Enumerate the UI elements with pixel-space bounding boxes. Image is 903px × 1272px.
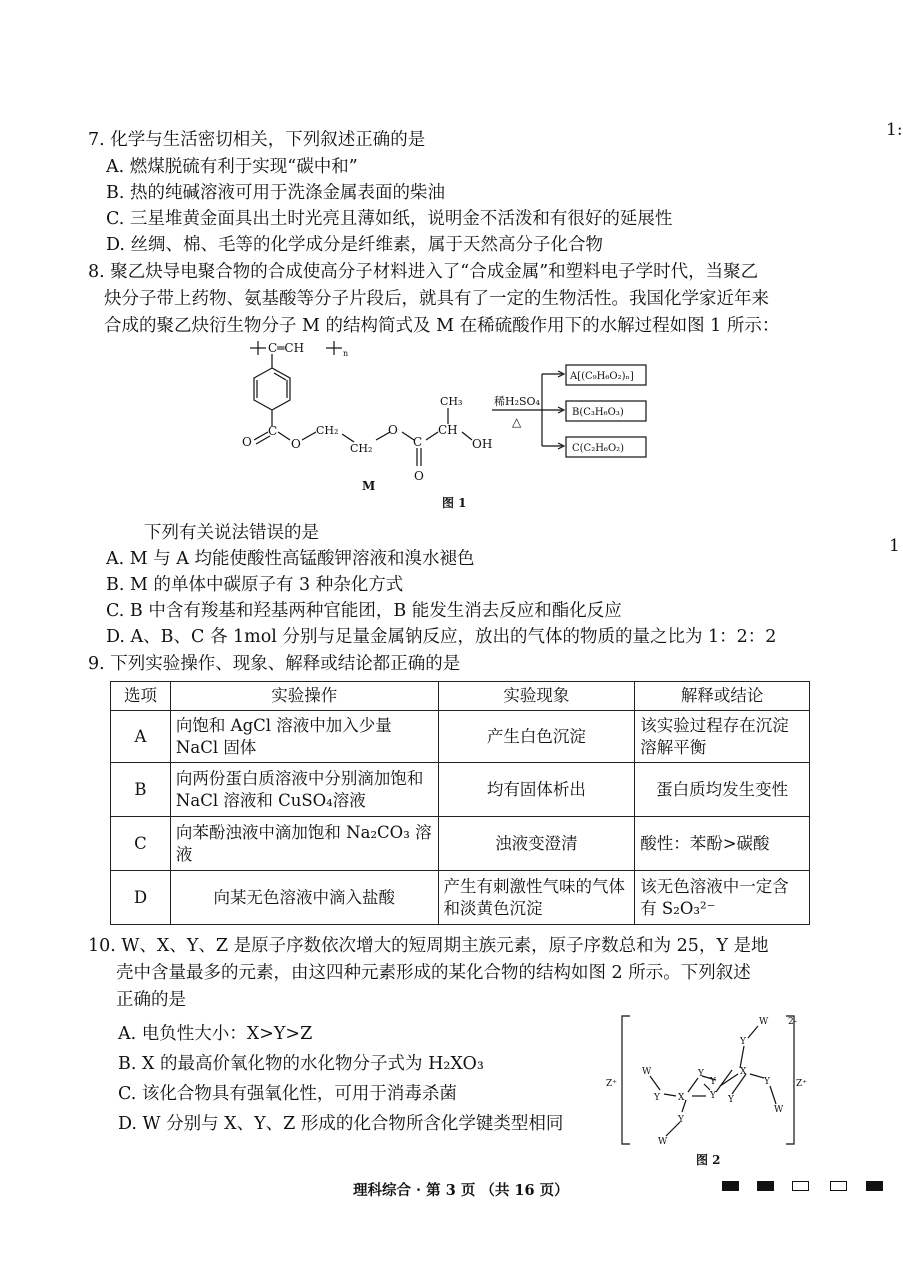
row-option: D: [111, 871, 171, 925]
q10-stem-line-3: 正确的是: [116, 990, 186, 1010]
row-option: A: [111, 711, 171, 763]
row-conclusion: 该无色溶液中一定含有 S₂O₃²⁻: [635, 871, 810, 925]
row-option: C: [111, 817, 171, 871]
fig1-carbonyl-o: O: [242, 435, 252, 449]
row-conclusion: 该实验过程存在沉淀溶解平衡: [635, 711, 810, 763]
fig2-y: Y: [710, 1077, 716, 1087]
fig1-ester-o: O: [291, 437, 301, 451]
row-phenomenon: 均有固体析出: [438, 763, 635, 817]
fig2-w: W: [759, 1017, 769, 1027]
margin-mark-middle: 1: [889, 536, 900, 556]
q9-table: [110, 681, 810, 925]
q8-sub-stem: 下列有关说法错误的是: [144, 523, 319, 543]
q7-option-c: C. 三星堆黄金面具出土时光亮且薄如纸，说明金不活泼和有很好的延展性: [106, 209, 673, 229]
marker-filled-square: [866, 1181, 883, 1191]
q8-option-d: D. A、B、C 各 1mol 分别与足量金属钠反应，放出的气体的物质的量之比为 1：2：2: [106, 627, 777, 647]
marker-empty-square: [830, 1181, 847, 1191]
fig2-caption: 图 2: [696, 1153, 721, 1167]
q10-stem-line-2: 壳中含量最多的元素，由这四种元素形成的某化合物的结构如图 2 所示。下列叙述: [116, 963, 751, 983]
fig2-y: Y: [678, 1115, 684, 1125]
q9-stem: 9. 下列实验操作、现象、解释或结论都正确的是: [88, 654, 461, 674]
fig1-ch3: CH₃: [440, 395, 463, 408]
q7-option-d: D. 丝绸、棉、毛等的化学成分是纤维素，属于天然高分子化合物: [106, 235, 604, 255]
row-phenomenon: 产生白色沉淀: [438, 711, 635, 763]
fig1-label-m: M: [362, 479, 376, 493]
q9-table-header: [111, 682, 810, 711]
table-row: [111, 871, 810, 925]
fig2-y: Y: [654, 1093, 660, 1103]
q10-option-c: C. 该化合物具有强氧化性，可用于消毒杀菌: [118, 1084, 457, 1104]
q8-option-b: B. M 的单体中碳原子有 3 种杂化方式: [106, 575, 404, 595]
q7-stem: 7. 化学与生活密切相关，下列叙述正确的是: [88, 130, 426, 150]
fig2-y: Y: [764, 1077, 770, 1087]
fig1-caption: 图 1: [442, 496, 467, 510]
fig1-carbonyl-c: C: [268, 424, 278, 438]
fig1-ch2-b: CH₂: [350, 442, 373, 455]
table-row: [111, 763, 810, 817]
header-phenomenon: 实验现象: [438, 682, 635, 711]
fig1-ch: CH: [438, 423, 458, 437]
fig2-z-right: Z⁺: [796, 1079, 808, 1089]
q10-option-d: D. W 分别与 X、Y、Z 形成的化合物所含化学键类型相同: [118, 1114, 564, 1134]
marker-filled-square: [722, 1181, 739, 1191]
fig1-ch2-a: CH₂: [316, 424, 339, 437]
q8-stem-line-1: 8. 聚乙炔导电聚合物的合成使高分子材料进入了“合成金属”和塑料电子学时代，当聚乙: [88, 262, 759, 282]
q10-option-b: B. X 的最高价氧化物的水化物分子式为 H₂XO₃: [118, 1054, 484, 1074]
fig1-subscript-n: n: [343, 349, 349, 358]
fig1-carbonyl-o2: O: [414, 469, 424, 483]
fig2-w: W: [774, 1105, 784, 1115]
fig2-y: Y: [740, 1037, 746, 1047]
fig1-c2: C: [413, 435, 423, 449]
row-conclusion: 蛋白质均发生变性: [635, 763, 810, 817]
q8-stem-line-2: 炔分子带上药物、氨基酸等分子片段后，就具有了一定的生物活性。我国化学家近年来: [104, 289, 769, 309]
row-phenomenon: 产生有刺激性气味的气体和淡黄色沉淀: [438, 871, 635, 925]
marker-empty-square: [792, 1181, 809, 1191]
q10-stem-line-1: 10. W、X、Y、Z 是原子序数依次增大的短周期主族元素，原子序数总和为 25，Y 是地: [88, 936, 769, 956]
figure-1-structure: [230, 334, 660, 514]
header-conclusion: 解释或结论: [635, 682, 810, 711]
fig1-oh: OH: [472, 437, 493, 451]
table-row: [111, 711, 810, 763]
row-operation: 向两份蛋白质溶液中分别滴加饱和 NaCl 溶液和 CuSO₄溶液: [170, 763, 438, 817]
table-row: [111, 817, 810, 871]
fig2-x: X: [740, 1067, 747, 1077]
q8-stem-line-3: 合成的聚乙炔衍生物分子 M 的结构简式及 M 在稀硫酸作用下的水解过程如图 1 所示：: [104, 316, 780, 336]
fig2-charge: 2-: [788, 1017, 797, 1027]
fig1-product-a: A[(C₉H₆O₂)ₙ]: [570, 371, 634, 382]
q8-option-a: A. M 与 A 均能使酸性高锰酸钾溶液和溴水褪色: [106, 549, 475, 569]
row-operation: 向苯酚浊液中滴加饱和 Na₂CO₃ 溶液: [170, 817, 438, 871]
fig1-product-b: B(C₃H₆O₃): [572, 407, 624, 418]
fig2-w: W: [642, 1067, 652, 1077]
q7-option-b: B. 热的纯碱溶液可用于洗涤金属表面的柴油: [106, 183, 445, 203]
header-operation: 实验操作: [170, 682, 438, 711]
row-operation: 向某无色溶液中滴入盐酸: [170, 871, 438, 925]
page-footer: 理科综合 · 第 3 页 （共 16 页）: [353, 1182, 569, 1199]
marker-filled-square: [757, 1181, 774, 1191]
figure-2-structure: [606, 1012, 828, 1174]
row-operation: 向饱和 AgCl 溶液中加入少量 NaCl 固体: [170, 711, 438, 763]
row-phenomenon: 浊液变澄清: [438, 817, 635, 871]
fig2-y: Y: [710, 1091, 716, 1101]
header-option: 选项: [111, 682, 171, 711]
q7-option-a: A. 燃煤脱硫有利于实现“碳中和”: [106, 157, 358, 177]
q8-option-c: C. B 中含有羧基和羟基两种官能团，B 能发生消去反应和酯化反应: [106, 601, 622, 621]
q10-option-a: A. 电负性大小：X>Y>Z: [118, 1024, 313, 1044]
margin-mark-top: 1:: [886, 120, 903, 140]
fig2-z-left: Z⁺: [606, 1079, 618, 1089]
row-conclusion: 酸性：苯酚>碳酸: [635, 817, 810, 871]
fig2-y: Y: [698, 1069, 704, 1079]
fig1-heat: △: [512, 415, 522, 429]
fig2-w: W: [658, 1137, 668, 1147]
row-option: B: [111, 763, 171, 817]
fig1-product-c: C(C₂H₆O₂): [572, 443, 625, 454]
fig2-y: Y: [728, 1095, 734, 1105]
fig2-x: X: [678, 1093, 685, 1103]
fig1-reagent: 稀H₂SO₄: [494, 395, 540, 408]
fig1-polymer-chain: C═CH: [268, 341, 305, 355]
fig1-ester-o2: O: [388, 423, 398, 437]
